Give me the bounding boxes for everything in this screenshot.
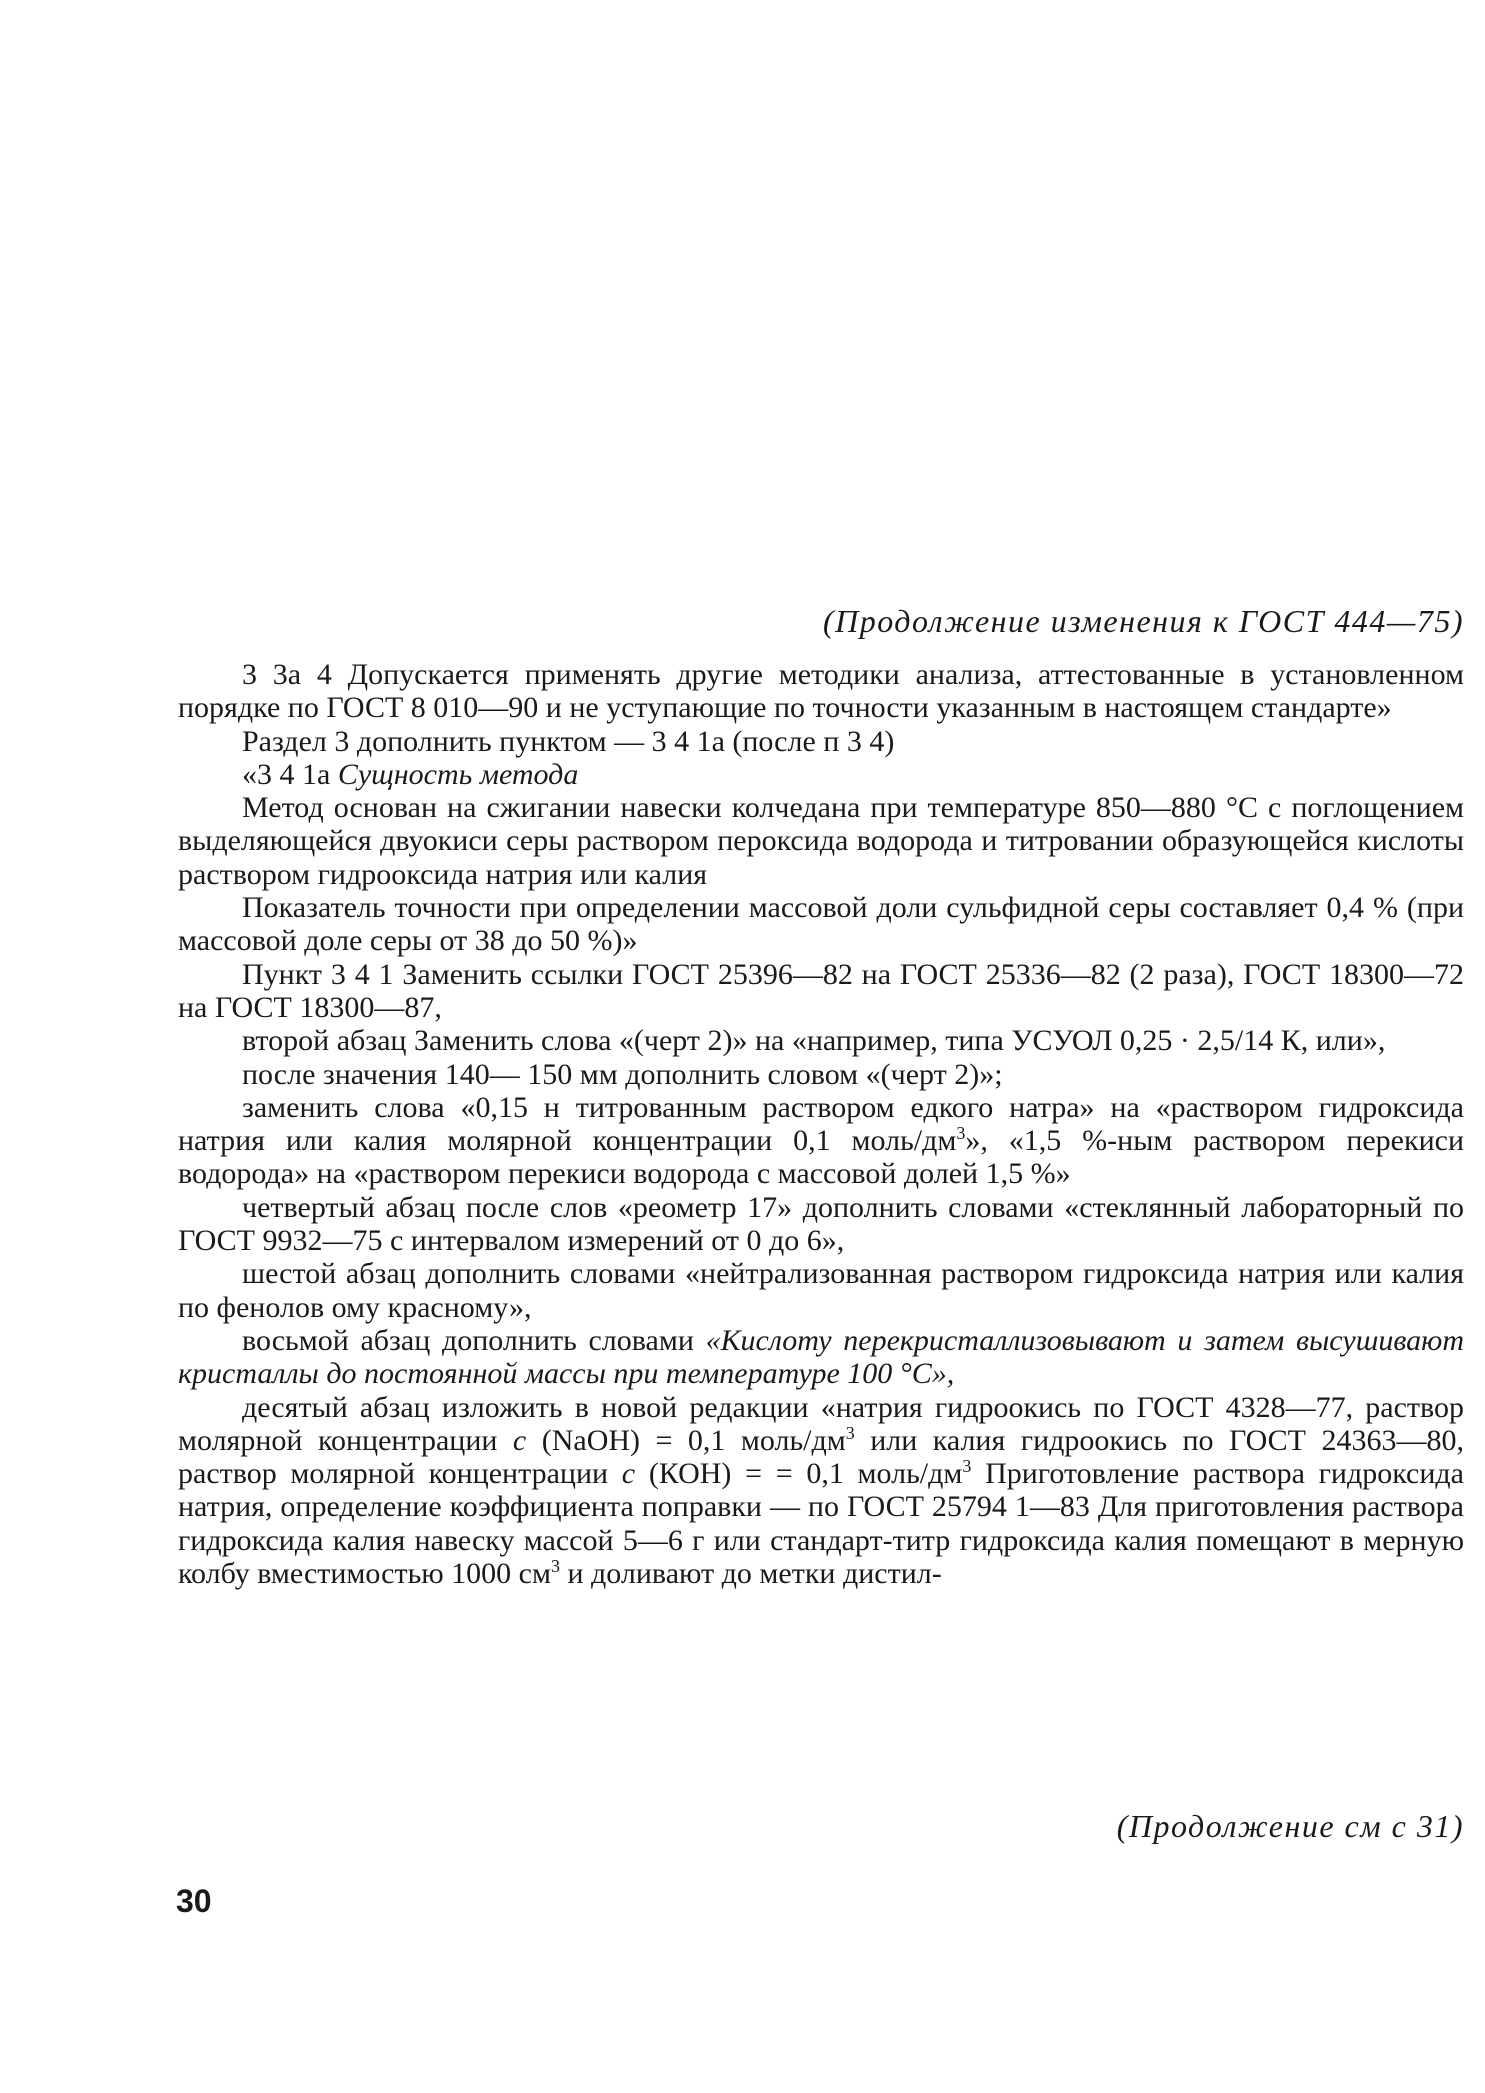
paragraph: четвертый абзац после слов «реометр 17» дополнить словами «стеклянный лабораторный по ГОСТ 9932—75 с интервалом измерений от 0 до 6»,	[178, 1190, 1464, 1258]
paragraph	[178, 1391, 1464, 1591]
paragraph: 3 3а 4 Допускается применять другие методики анализа, аттестованные в установленном порядке по ГОСТ 8 010—90 и не уступающие по точности указанным в настоящем стандарте»	[178, 658, 1464, 725]
italic-run: «Кислоту перекристаллизовывают и затем высушивают кристаллы до постоянной массы при температуре 100 °С»,	[178, 1323, 1464, 1391]
italic-symbol: c	[512, 1423, 527, 1457]
paragraph: Метод основан на сжигании навески колчедана при температуре 850—880 °С с поглощением выделяющейся двуокиси серы раствором пероксида водорода и титровании образующейся кислоты раствором гидрооксида натрия или калия	[178, 791, 1464, 891]
text-run: и доливают до метки дистил-	[559, 1557, 942, 1591]
continuation-footer: (Продолжение см с 31)	[1116, 1808, 1464, 1844]
paragraph: второй абзац Заменить слова «(черт 2)» на «например, типа УСУОЛ 0,25 · 2,5/14 К, или»,	[242, 1024, 1386, 1058]
section-number: «3 4 1а	[242, 757, 338, 791]
superscript: 3	[550, 1556, 560, 1577]
paragraph	[178, 1324, 1464, 1391]
superscript: 3	[962, 1456, 972, 1477]
section-heading	[178, 758, 1464, 791]
text-run: Приготовление раствора гидроксида натрия, определение коэффициента поправки — по ГОСТ 25794 1—83 Для приготовления раствора гидроксида калия навеску массой 5—6 г или стандарт-титр гидроксида калия помещают в мерную колбу вместимостью 1000 см	[178, 1457, 1464, 1591]
page-number: 30	[176, 1883, 212, 1919]
italic-symbol: c	[621, 1457, 636, 1491]
text-run: (NaOH) = 0,1 моль/дм	[526, 1423, 846, 1457]
superscript: 3	[956, 1123, 966, 1144]
paragraph: Показатель точности при определении массовой доли сульфидной серы составляет 0,4 % (при массовой доле серы от 38 до 50 %)»	[178, 891, 1464, 958]
paragraph	[178, 1091, 1464, 1191]
text-run: заменить слова «0,15 н титрованным раствором едкого натра» на «раствором гидроксида натрия или калия молярной концентрации 0,1 моль/дм	[178, 1090, 1464, 1158]
text-run: восьмой абзац дополнить словами	[242, 1323, 706, 1357]
text-run: », «1,5 %-ным раствором перекиси водорода» на «раствором перекиси водорода с массовой долей 1,5 %»	[178, 1124, 1465, 1191]
text-run: десятый абзац изложить в новой редакции «натрия гидроокись по ГОСТ 4328—77, раствор молярной концентрации	[178, 1390, 1464, 1457]
section-title: Сущность метода	[337, 757, 579, 791]
text-run: (КОН) = = 0,1 моль/дм	[635, 1457, 963, 1491]
paragraph: Раздел 3 дополнить пунктом — 3 4 1а (после п 3 4)	[242, 724, 895, 758]
text-run: или калия гидроокись по ГОСТ 24363—80, раствор молярной концентрации	[178, 1423, 1464, 1491]
superscript: 3	[845, 1422, 855, 1443]
paragraph: после значения 140— 150 мм дополнить словом «(черт 2)»;	[242, 1057, 1003, 1091]
continuation-header: (Продолжение изменения к ГОСТ 444—75)	[822, 603, 1464, 639]
paragraph: шестой абзац дополнить словами «нейтрализованная раствором гидроксида натрия или калия по фенолов ому красному»,	[178, 1257, 1464, 1324]
body-text	[178, 658, 1464, 1590]
paragraph: Пункт 3 4 1 Заменить ссылки ГОСТ 25396—82 на ГОСТ 25336—82 (2 раза), ГОСТ 18300—72 на ГОСТ 18300—87,	[178, 957, 1464, 1024]
